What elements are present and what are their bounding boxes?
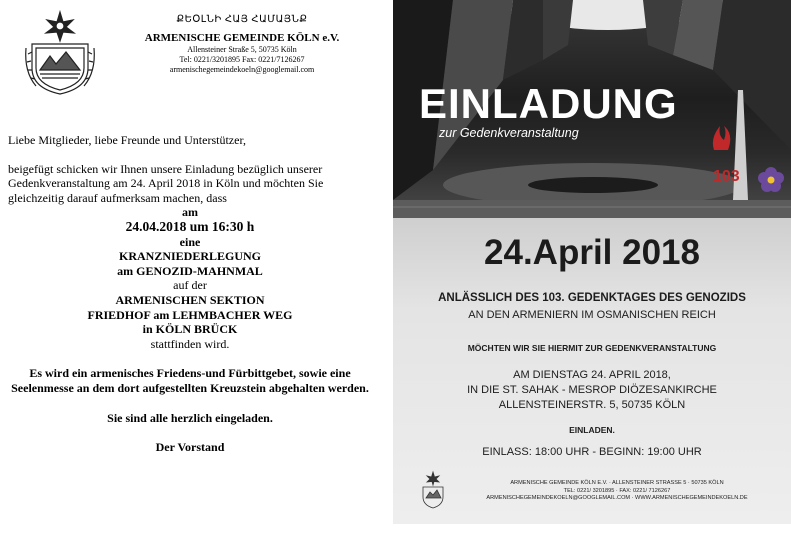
einladen-line: EINLADEN. (569, 425, 615, 435)
prayer-text: Es wird ein armenisches Friedens-und Fürbittgebet, sowie eine Seelenmesse an dem dort aufgestellten Kreuzstein abgehalten werden. (11, 366, 369, 395)
address-line-3: ALLENSTEINERSTR. 5, 50735 KÖLN (498, 399, 686, 411)
org-address: Allensteiner Straße 5, 50735 Köln (187, 45, 297, 55)
einlass-line: EINLASS: 18:00 UHR - BEGINN: 19:00 UHR (482, 446, 702, 458)
letterhead (112, 14, 372, 75)
anniversary-badge: 103 (713, 168, 740, 185)
forget-me-not-icon (758, 167, 784, 192)
anlass-line: ANLÄSSLICH DES 103. GEDENKTAGES DES GENOZIDS (438, 292, 746, 304)
greeting: Liebe Mitglieder, liebe Freunde und Unterstützer, (8, 133, 246, 147)
flyer-date: 24.April 2018 (484, 233, 700, 272)
memorial-photo (393, 0, 791, 218)
footer-line-1: ARMENISCHE GEMEINDE KÖLN E.V. · ALLENSTEINER STRASSE 5 · 50735 KÖLN (510, 480, 724, 486)
kranz-text: KRANZNIEDERLEGUNG (118, 249, 262, 264)
event-address (393, 368, 791, 413)
flyer-title: EINLADUNG (419, 80, 678, 127)
invitation-text: Sie sind alle herzlich eingeladen. (107, 410, 273, 425)
armenier-line: AN DEN ARMENIERN IM OSMANISCHEN REICH (468, 309, 716, 321)
eine-text: eine (179, 234, 201, 249)
intro-text: beigefügt schicken wir Ihnen unsere Einladung bezüglich unserer Gedenkveranstaltung am 24. April 2018 in Köln und möchten Sie gleichzeitig darauf aufmerksam machen, dass (8, 161, 324, 205)
mahnmal-text: am GENOZID-MAHNMAL (117, 263, 263, 278)
footer-line-3: ARMENISCHEGEMEINDEKOELN@GOOGLEMAIL.COM · WWW.ARMENISCHEGEMEINDEKOELN.DE (486, 495, 748, 501)
flyer-footer (457, 480, 777, 503)
address-line-2: IN DIE ST. SAHAK - MESROP DIÖZESANKIRCHE (467, 384, 717, 396)
org-phone-fax: Tel: 0221/3201895 Fax: 0221/7126267 (179, 55, 305, 65)
friedhof-text: FRIEDHOF am LEHMBACHER WEG (87, 307, 293, 322)
armenian-org-name: ՔԵՕԼՆԻ ՀԱՅ ՀԱՄԱՅՆՔ (176, 14, 308, 25)
letter-body (8, 133, 372, 455)
event-datetime: 24.04.2018 um 16:30 h (125, 218, 255, 234)
address-line-1: AM DIENSTAG 24. APRIL 2018, (513, 369, 671, 381)
am-text: am (182, 205, 198, 220)
flyer-subtitle: zur Gedenkveranstaltung (439, 126, 579, 140)
statt-text: stattfinden wird. (150, 336, 230, 351)
org-name: ARMENISCHE GEMEINDE KÖLN e.V. (144, 31, 340, 44)
small-seal-icon (419, 470, 447, 510)
org-email: armenischegemeindekoeln@googlemail.com (169, 65, 315, 75)
aufder-text: auf der (173, 278, 207, 293)
signature: Der Vorstand (155, 440, 225, 455)
invitation-flyer (393, 0, 791, 547)
bruck-text: in KÖLN BRÜCK (142, 322, 238, 337)
footer-line-2: TEL: 0221/ 3201895 · FAX: 0221/ 7126267 (563, 487, 671, 494)
sektion-text: ARMENISCHEN SEKTION (115, 292, 265, 307)
community-seal-icon (22, 8, 98, 98)
eternal-flame-icon (713, 126, 730, 150)
invite-line: MÖCHTEN WIR SIE HIERMIT ZUR GEDENKVERANSTALTUNG (467, 343, 717, 353)
